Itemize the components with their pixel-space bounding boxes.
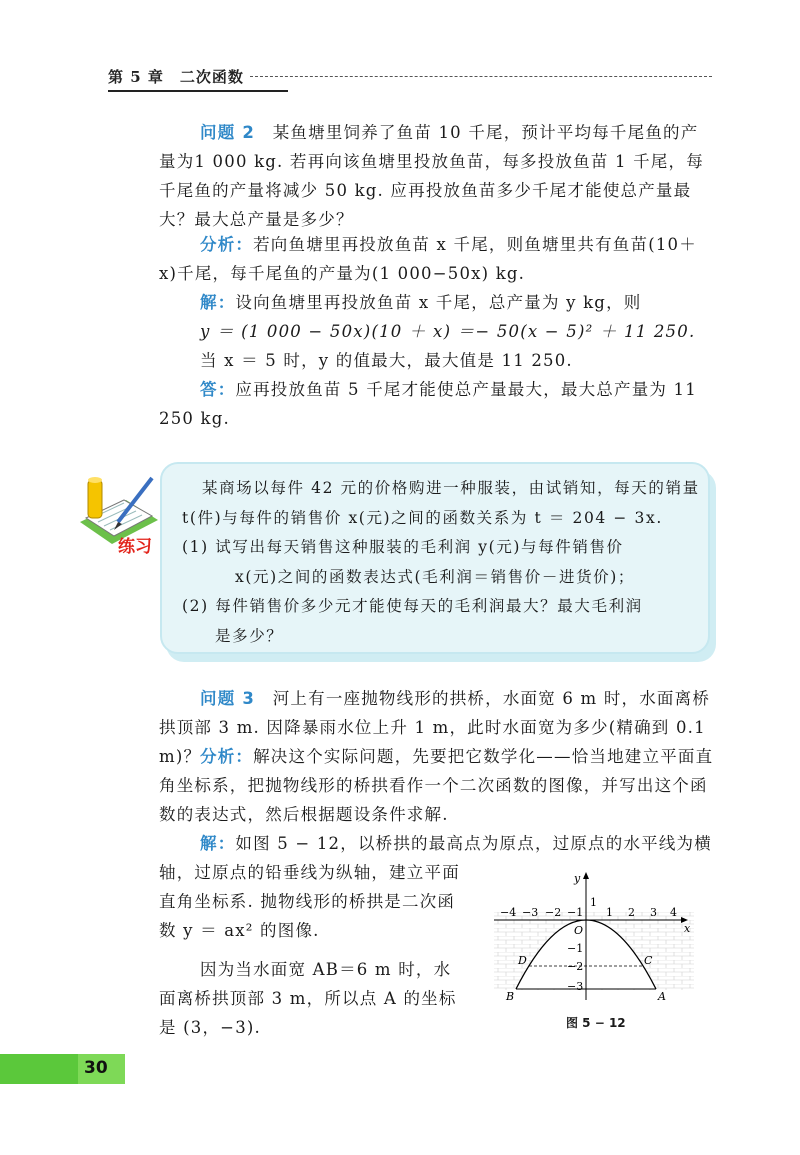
problem3-solution-line1 bbox=[159, 829, 715, 858]
point-a-label: A bbox=[658, 990, 666, 1002]
x-tick-2: 2 bbox=[628, 906, 635, 919]
exercise-label: 练习 bbox=[118, 537, 152, 557]
y-arrow bbox=[583, 872, 589, 879]
exercise-q2-line2: 是多少？ bbox=[215, 626, 284, 645]
x-tick-3: 3 bbox=[650, 906, 657, 919]
y-tick-neg3: −3 bbox=[567, 980, 584, 993]
point-b-label: B bbox=[506, 990, 515, 1002]
exercise-q1-line2: x(元)之间的函数表达式(毛利润＝销售价－进货价)； bbox=[235, 567, 636, 586]
exercise-intro: 某商场以每件 42 元的价格购进一种服装，由试销知，每天的销量 t(件)与每件的销售价 x(元)之间的函数关系为 t ＝ 204 − 3x. bbox=[182, 479, 700, 527]
problem2-conclusion: 当 x ＝ 5 时，y 的值最大，最大值是 11 250. bbox=[200, 351, 573, 370]
exercise-q1-line1: (1) 试写出每天销售这种服装的毛利润 y(元)与每件销售价 bbox=[182, 538, 624, 556]
figure-caption: 图 5 − 12 bbox=[566, 1016, 626, 1030]
solution-text: 设向鱼塘里再投放鱼苗 x 千尾，总产量为 y kg，则 bbox=[235, 293, 642, 312]
x-tick-4: 4 bbox=[670, 906, 677, 919]
problem3-analysis bbox=[159, 742, 715, 829]
page-number: 30 bbox=[84, 1058, 108, 1078]
problem2-analysis bbox=[159, 230, 715, 288]
header-dashed-rule bbox=[250, 76, 712, 77]
analysis3-label: 分析： bbox=[200, 747, 254, 766]
solution3-text-first: 如图 5 − 12，以桥拱的最高点为原点，过原点的水平线为横 bbox=[235, 834, 712, 853]
solution3-label: 解： bbox=[200, 834, 236, 853]
problem3-solution-rest: 轴，过原点的铅垂线为纵轴，建立平面直角坐标系. 抛物线形的桥拱是二次函数 y ＝ ax² 的图像. bbox=[159, 863, 460, 940]
answer-label: 答： bbox=[200, 380, 236, 399]
parabola-bridge-figure bbox=[494, 872, 694, 1002]
exercise-box bbox=[160, 462, 710, 654]
point-d-label: D bbox=[518, 954, 527, 967]
x-tick-neg1: −1 bbox=[567, 906, 584, 919]
x-tick-neg3: −3 bbox=[522, 906, 539, 919]
x-tick-neg4: −4 bbox=[500, 906, 517, 919]
problem2-label: 问题 2 bbox=[200, 123, 256, 142]
problem3-para2: 因为当水面宽 AB＝6 m 时，水面离桥拱顶部 3 m，所以点 A 的坐标是 (3，−3). bbox=[159, 960, 457, 1037]
chapter-header: 第 5 章 二次函数 bbox=[108, 68, 244, 86]
problem2-statement bbox=[159, 118, 715, 234]
analysis-text: 若向鱼塘里再投放鱼苗 x 千尾，则鱼塘里共有鱼苗(10＋x)千尾，每千尾鱼的产量为(1 000−50x) kg. bbox=[159, 235, 697, 283]
analysis-label: 分析： bbox=[200, 235, 254, 254]
exercise-q2-line1: (2) 每件销售价多少元才能使每天的毛利润最大？最大毛利润 bbox=[182, 597, 643, 615]
answer-text: 应再投放鱼苗 5 千尾才能使总产量最大，最大总产量为 11 250 kg. bbox=[159, 380, 697, 428]
problem2-text: 某鱼塘里饲养了鱼苗 10 千尾，预计平均每千尾鱼的产量为1 000 kg. 若再向该鱼塘里投放鱼苗，每多投放鱼苗 1 千尾，每千尾鱼的产量将减少 50 kg. 应再投放鱼苗多少千尾才能使总产量最大？最大总产量是多少？ bbox=[159, 123, 704, 229]
page-number-bar-accent bbox=[0, 1054, 78, 1084]
origin-label: O bbox=[574, 924, 584, 937]
x-axis-label: x bbox=[684, 922, 691, 935]
problem2-answer bbox=[159, 375, 715, 433]
problem2-solution bbox=[159, 288, 715, 317]
y-tick-1: 1 bbox=[590, 896, 597, 909]
problem2-equation: y ＝ (1 000 − 50x)(10 ＋ x) ＝− 50(x − 5)² ＋ 11 250. bbox=[200, 322, 696, 341]
header-underline bbox=[108, 90, 288, 92]
analysis3-text: 解决这个实际问题，先要把它数学化——恰当地建立平面直角坐标系，把抛物线形的桥拱看作一个二次函数的图像，并写出这个函数的表达式，然后根据题设条件求解. bbox=[159, 747, 714, 824]
solution-label: 解： bbox=[200, 293, 236, 312]
point-c-label: C bbox=[644, 954, 653, 967]
x-tick-1: 1 bbox=[606, 906, 613, 919]
y-tick-neg1: −1 bbox=[567, 942, 584, 955]
problem3-text: 河上有一座抛物线形的拱桥，水面宽 6 m 时，水面离桥拱顶部 3 m. 因降暴雨水位上升 1 m，此时水面宽为多少(精确到 0.1 m)？ bbox=[159, 689, 711, 766]
problem3-label: 问题 3 bbox=[200, 689, 256, 708]
y-axis-label: y bbox=[574, 872, 581, 885]
x-tick-neg2: −2 bbox=[545, 906, 562, 919]
y-tick-neg2: −2 bbox=[567, 960, 584, 973]
